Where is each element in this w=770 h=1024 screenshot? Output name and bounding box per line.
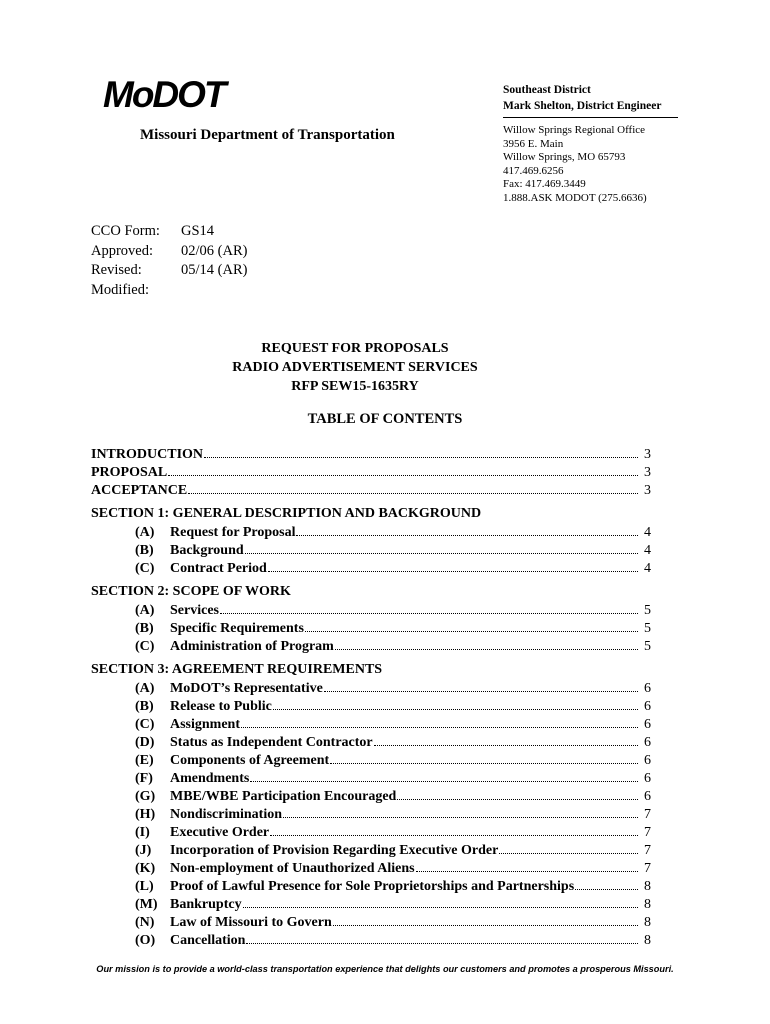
toc-dot-leader [575,889,638,890]
toc-page-number: 4 [644,561,651,576]
toc-entry-label: Components of Agreement [170,753,330,768]
form-value: 02/06 (AR) [181,242,248,259]
toc-entry-label: Request for Proposal [170,525,296,540]
toc-entry-letter: (J) [135,843,152,858]
toc-page-number: 5 [644,603,651,618]
toc-entry-label: MoDOT’s Representative [170,681,323,696]
title-line: RADIO ADVERTISEMENT SERVICES [232,360,478,375]
toc-page-number: 3 [644,483,651,498]
toc-entry-letter: (O) [135,933,156,948]
toc-section-heading[interactable]: SECTION 3: AGREEMENT REQUIREMENTS [91,662,383,677]
table-of-contents [91,446,651,950]
toc-page-number: 8 [644,897,651,912]
toc-page-number: 5 [644,621,651,636]
office-address [503,124,647,205]
toc-entry-label: Executive Order [170,825,270,840]
form-info [91,222,247,300]
toc-page-number: 6 [644,681,651,696]
toc-subentry[interactable] [91,698,651,716]
form-row [91,222,247,242]
toc-dot-leader [499,853,638,854]
toc-dot-leader [283,817,638,818]
toc-entry-letter: (M) [135,897,158,912]
toc-entry[interactable] [91,482,651,500]
toc-subentry[interactable] [91,524,651,542]
toc-page-number: 7 [644,825,651,840]
header-divider [503,117,678,118]
toc-dot-leader [250,781,638,782]
toc-subentry[interactable] [91,932,651,950]
toc-dot-leader [168,475,638,476]
toc-entry-letter: (E) [135,753,154,768]
toc-subentry[interactable] [91,770,651,788]
district-name: Southeast District [503,84,591,96]
toc-entry-label: Non-employment of Unauthorized Aliens [170,861,415,876]
toc-subentry[interactable] [91,716,651,734]
toc-page-number: 6 [644,771,651,786]
toc-entry-letter: (G) [135,789,156,804]
toc-entry-label: Specific Requirements [170,621,304,636]
toc-heading: TABLE OF CONTENTS [307,411,463,427]
toc-dot-leader [335,649,638,650]
form-label: Modified: [91,281,149,298]
toc-dot-leader [204,457,638,458]
toc-subentry[interactable] [91,680,651,698]
toc-subentry[interactable] [91,788,651,806]
form-label: Revised: [91,262,142,278]
modot-logo: MoDOT [103,74,225,115]
toc-subentry[interactable] [91,806,651,824]
toc-page-number: 7 [644,807,651,822]
toc-subentry[interactable] [91,542,651,560]
toc-entry-letter: (I) [135,825,150,840]
toc-page-number: 3 [644,465,651,480]
toc-dot-leader [241,727,638,728]
office-line: Fax: 417.469.3449 [503,178,586,190]
toc-entry-letter: (C) [135,717,155,732]
toc-subentry[interactable] [91,620,651,638]
office-line: 417.469.6256 [503,164,564,177]
toc-page-number: 6 [644,753,651,768]
toc-entry-letter: (K) [135,861,156,876]
toc-dot-leader [296,535,638,536]
toc-page-number: 4 [644,543,651,558]
toc-page-number: 7 [644,861,651,876]
toc-entry[interactable] [91,464,651,482]
toc-page-number: 6 [644,789,651,804]
office-line: 1.888.ASK MODOT (275.6636) [503,191,647,204]
toc-subentry[interactable] [91,842,651,860]
toc-dot-leader [374,745,638,746]
toc-dot-leader [330,763,638,764]
form-label: CCO Form: [91,223,160,239]
toc-entry-letter: (A) [135,525,155,540]
toc-subentry[interactable] [91,602,651,620]
toc-dot-leader [273,709,638,710]
toc-entry-letter: (A) [135,603,155,618]
toc-page-number: 8 [644,879,651,894]
toc-dot-leader [416,871,638,872]
toc-page-number: 7 [644,843,651,858]
toc-entry-letter: (C) [135,639,155,654]
form-row [91,242,247,262]
title-line: RFP SEW15-1635RY [291,379,419,394]
toc-entry-label: Bankruptcy [170,897,242,912]
department-name: Missouri Department of Transportation [140,127,395,143]
form-value: GS14 [181,223,215,239]
toc-entry-label: Status as Independent Contractor [170,735,373,750]
toc-subentry[interactable] [91,560,651,578]
toc-entry-label: Amendments [170,771,250,786]
toc-entry-label: Incorporation of Provision Regarding Executive Order [170,843,499,858]
title-line: REQUEST FOR PROPOSALS [261,341,449,356]
toc-page-number: 6 [644,735,651,750]
toc-entry-label: Background [170,543,244,558]
toc-dot-leader [270,835,638,836]
toc-entry-label: Administration of Program [170,639,334,654]
toc-entry-label: Release to Public [170,699,272,714]
district-block [503,82,661,114]
toc-section-heading[interactable]: SECTION 1: GENERAL DESCRIPTION AND BACKGROUND [91,506,482,521]
document-title [0,339,710,396]
toc-subentry[interactable] [91,878,651,896]
office-line: Willow Springs, MO 65793 [503,151,626,163]
toc-dot-leader [245,553,638,554]
toc-entry-label: Nondiscrimination [170,807,283,822]
toc-entry-letter: (F) [135,771,153,786]
toc-entry-letter: (C) [135,561,155,576]
toc-subentry[interactable] [91,824,651,842]
toc-page-number: 8 [644,915,651,930]
toc-entry-letter: (B) [135,699,154,714]
toc-entry-label: Contract Period [170,561,267,576]
toc-dot-leader [243,907,638,908]
toc-dot-leader [246,943,638,944]
toc-dot-leader [397,799,638,800]
toc-entry-label: INTRODUCTION [91,447,204,462]
toc-page-number: 6 [644,717,651,732]
toc-subentry[interactable] [91,896,651,914]
toc-entry-letter: (H) [135,807,156,822]
toc-entry-letter: (D) [135,735,155,750]
toc-subentry[interactable] [91,638,651,656]
toc-entry-letter: (L) [135,879,154,894]
toc-section-heading[interactable]: SECTION 2: SCOPE OF WORK [91,584,291,599]
toc-dot-leader [324,691,638,692]
toc-entry-letter: (B) [135,543,154,558]
toc-page-number: 4 [644,525,651,540]
toc-dot-leader [268,571,638,572]
toc-subentry[interactable] [91,752,651,770]
office-line: Willow Springs Regional Office [503,124,646,136]
toc-entry-label: PROPOSAL [91,465,168,480]
toc-entry[interactable] [91,446,651,464]
toc-entry-label: MBE/WBE Participation Encouraged [170,789,397,804]
toc-dot-leader [305,631,638,632]
form-row [91,281,247,301]
toc-entry-label: Services [170,603,219,618]
toc-subentry[interactable] [91,860,651,878]
toc-page-number: 3 [644,447,651,462]
office-line: 3956 E. Main [503,137,564,150]
toc-page-number: 6 [644,699,651,714]
toc-dot-leader [188,493,638,494]
toc-entry-label: Assignment [170,717,241,732]
toc-page-number: 5 [644,639,651,654]
toc-subentry[interactable] [91,734,651,752]
toc-entry-letter: (A) [135,681,155,696]
toc-entry-label: ACCEPTANCE [91,483,188,498]
form-row [91,261,247,281]
toc-entry-label: Proof of Lawful Presence for Sole Proprietorships and Partnerships [170,879,575,894]
toc-entry-label: Law of Missouri to Govern [170,915,332,930]
form-label: Approved: [91,242,154,259]
toc-entry-letter: (B) [135,621,154,636]
toc-dot-leader [333,925,638,926]
toc-subentry[interactable] [91,914,651,932]
toc-entry-label: Cancellation [170,933,246,948]
toc-page-number: 8 [644,933,651,948]
form-value: 05/14 (AR) [181,262,248,278]
mission-footer: Our mission is to provide a world-class transportation experience that delights our customers and promotes a prosperous Missouri. [96,964,674,974]
toc-dot-leader [220,613,638,614]
district-engineer: Mark Shelton, District Engineer [503,100,662,112]
toc-entry-letter: (N) [135,915,155,930]
